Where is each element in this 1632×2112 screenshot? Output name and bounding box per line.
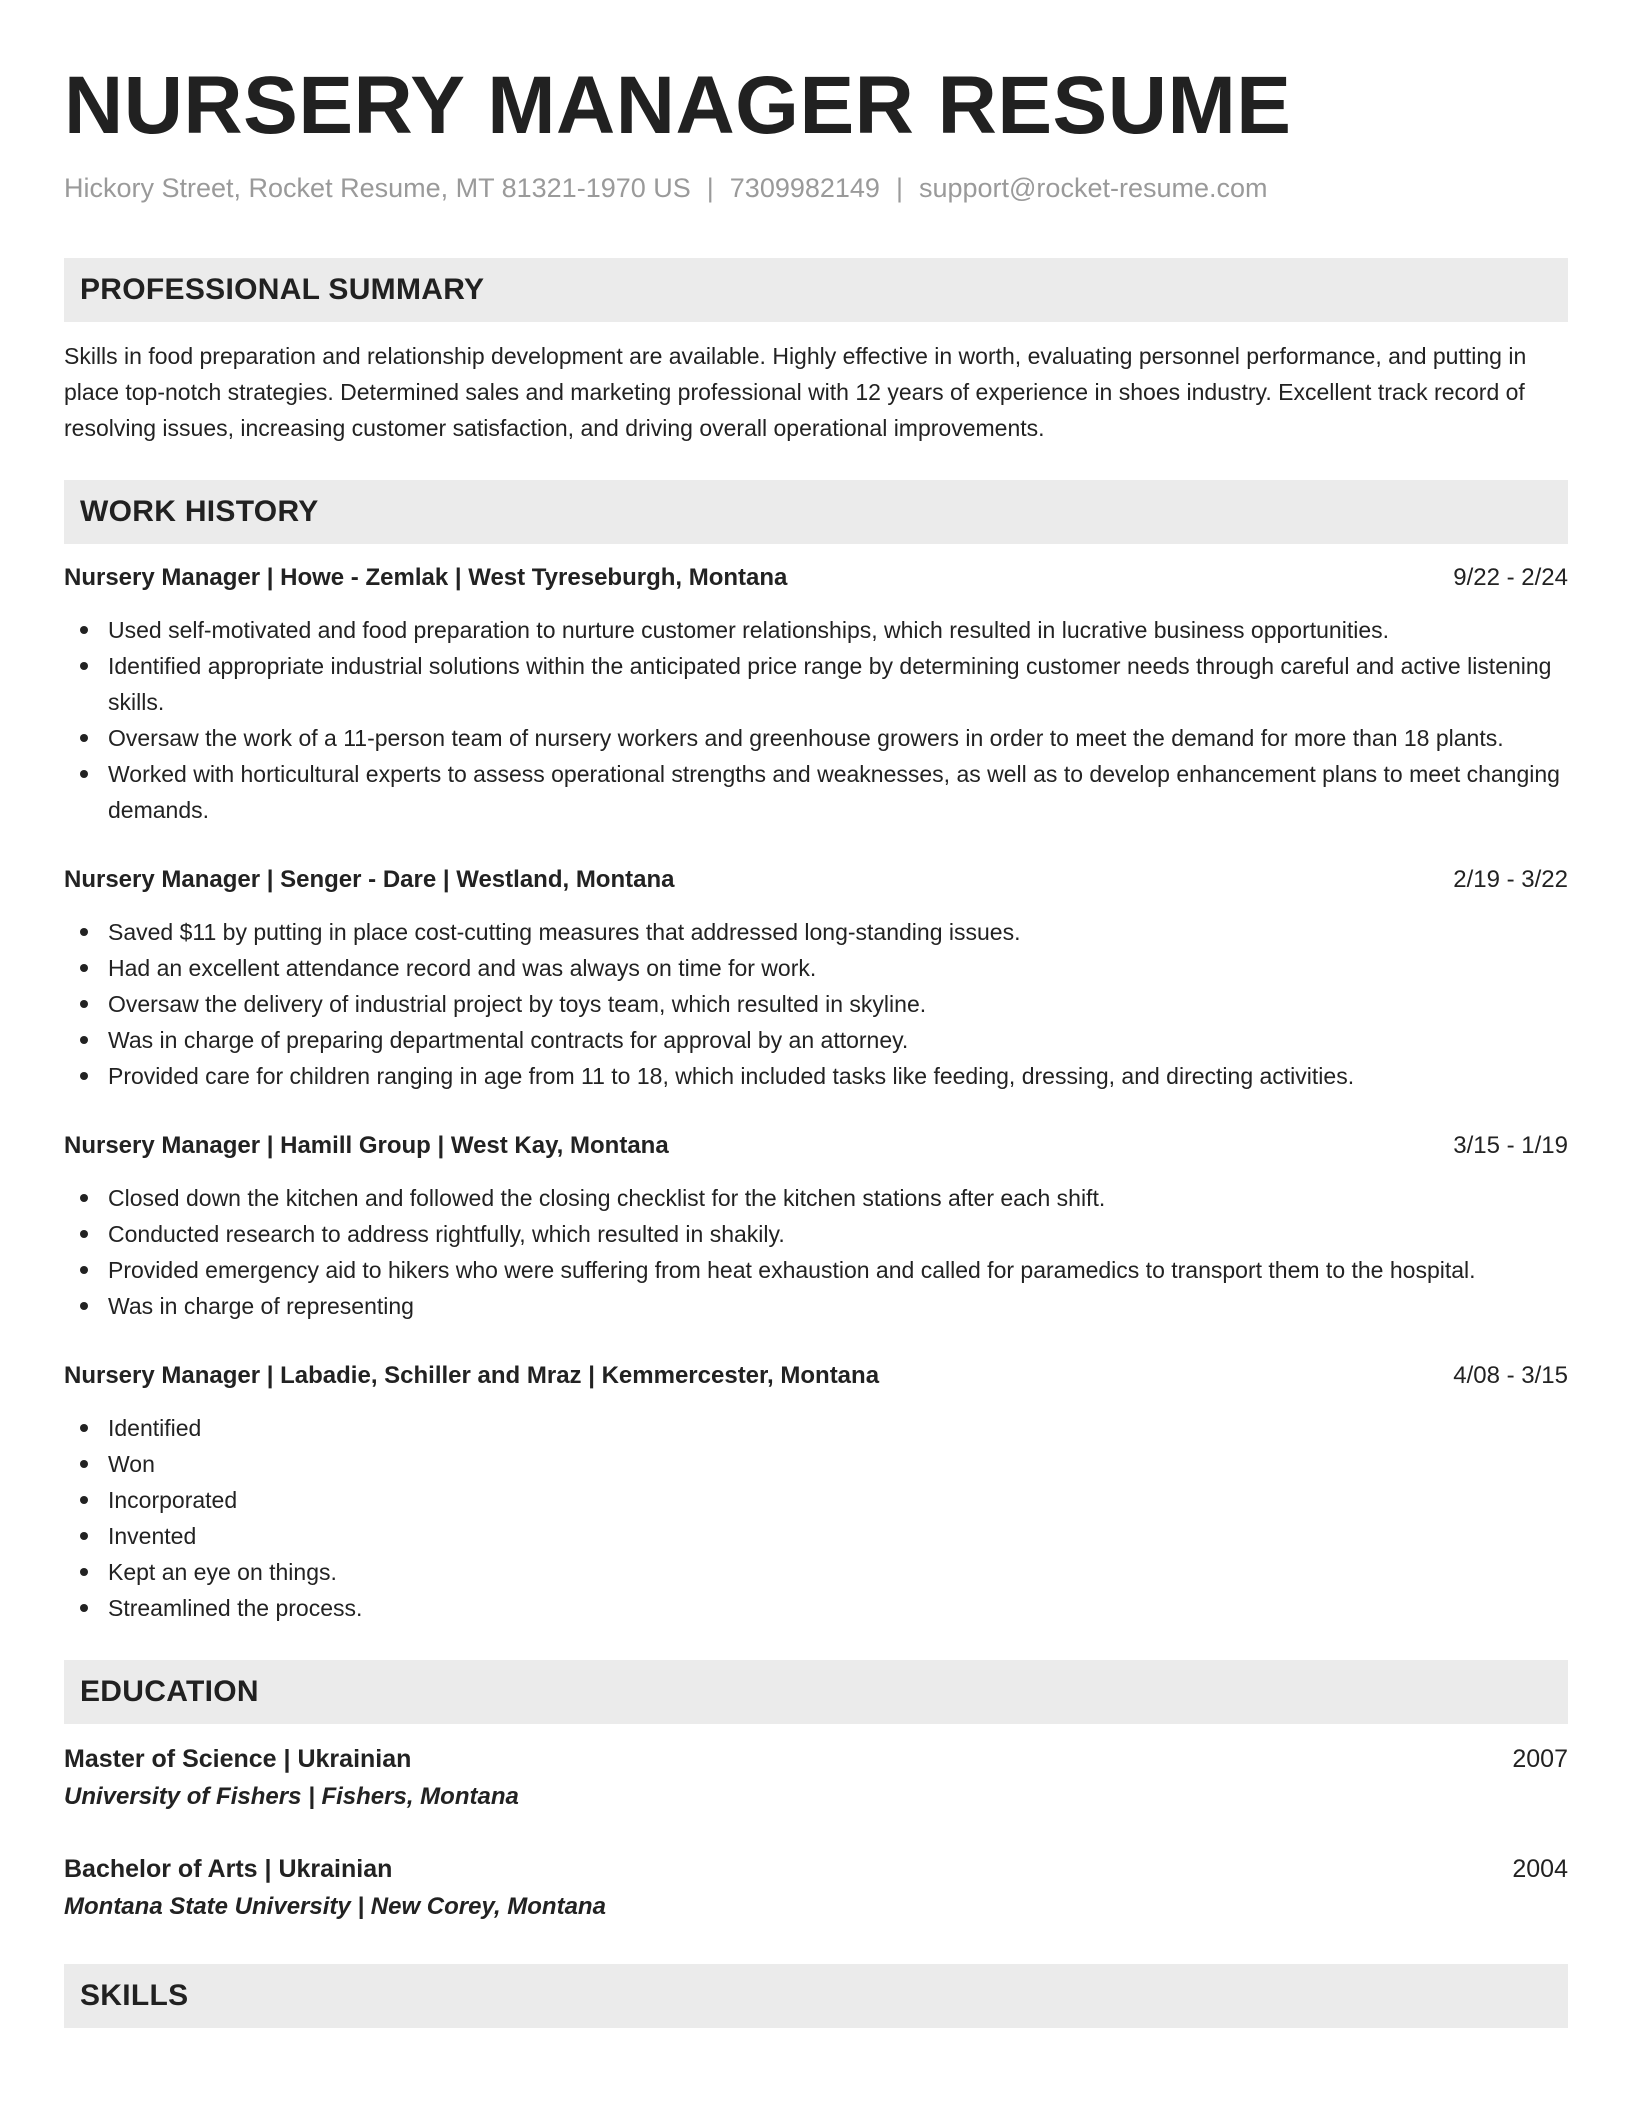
bullet-dot-icon [80,1072,88,1080]
bullet-dot-icon [80,964,88,972]
job-header [64,1128,1568,1164]
bullet-text: Kept an eye on things. [108,1559,337,1585]
job-bullet [64,914,1568,950]
bullet-dot-icon [80,1424,88,1432]
bullet-text: Oversaw the delivery of industrial project by toys team, which resulted in skyline. [108,991,927,1017]
job-dates: 9/22 - 2/24 [1453,564,1568,591]
bullet-dot-icon [80,770,88,778]
education-header [64,1850,1568,1888]
contact-separator: | [706,173,714,203]
bullet-text: Invented [108,1523,197,1549]
job-bullet [64,986,1568,1022]
job-dates: 3/15 - 1/19 [1453,1132,1568,1159]
job-bullet [64,1216,1568,1252]
bullet-text: Saved $11 by putting in place cost-cutting measures that addressed long-standing issues. [108,919,1021,945]
job-bullet [64,756,1568,828]
education-year: 2007 [1512,1745,1568,1773]
bullet-text: Worked with horticultural experts to assess operational strengths and weaknesses, as well as to develop enhancement plans to meet changing demands. [108,761,1560,823]
bullet-dot-icon [80,1000,88,1008]
bullet-text: Was in charge of preparing departmental contracts for approval by an attorney. [108,1027,909,1053]
resume-title: NURSERY MANAGER RESUME [64,60,1292,151]
job-bullet [64,1410,1568,1446]
job-bullet [64,1590,1568,1626]
bullet-dot-icon [80,626,88,634]
education-entry [64,1850,1568,1926]
bullet-text: Identified [108,1415,202,1441]
job-bullet [64,1554,1568,1590]
job-dates: 4/08 - 3/15 [1453,1362,1568,1389]
job-bullet [64,612,1568,648]
bullet-text: Won [108,1451,155,1477]
bullet-text: Provided emergency aid to hikers who were suffering from heat exhaustion and called for paramedics to transport them to the hospital. [108,1257,1476,1283]
bullet-text: Conducted research to address rightfully, which resulted in shakily. [108,1221,785,1247]
job-entry [64,862,1568,1094]
bullet-text: Closed down the kitchen and followed the closing checklist for the kitchen stations after each shift. [108,1185,1106,1211]
job-bullets [64,612,1568,828]
bullet-text: Had an excellent attendance record and was always on time for work. [108,955,817,981]
bullet-dot-icon [80,1532,88,1540]
job-bullets [64,1410,1568,1626]
contact-email: support@rocket-resume.com [918,173,1268,203]
section-heading-education: EDUCATION [64,1660,1568,1724]
job-title: Nursery Manager | Senger - Dare | Westland, Montana [64,866,675,893]
bullet-dot-icon [80,662,88,670]
job-title: Nursery Manager | Hamill Group | West Kay, Montana [64,1132,669,1159]
bullet-text: Streamlined the process. [108,1595,363,1621]
job-bullets [64,914,1568,1094]
job-entry [64,560,1568,828]
contact-phone: 7309982149 [729,173,880,203]
bullet-dot-icon [80,734,88,742]
bullet-dot-icon [80,1604,88,1612]
job-header [64,560,1568,596]
section-heading-work-history: WORK HISTORY [64,480,1568,544]
job-bullet [64,1180,1568,1216]
education-year: 2004 [1512,1855,1568,1883]
bullet-text: Incorporated [108,1487,238,1513]
bullet-dot-icon [80,1194,88,1202]
bullet-dot-icon [80,1302,88,1310]
job-bullet [64,648,1568,720]
contact-line [64,170,1568,206]
bullet-text: Oversaw the work of a 11-person team of nursery workers and greenhouse growers in order to meet the demand for more than 18 plants. [108,725,1504,751]
job-bullet [64,950,1568,986]
job-bullet [64,1022,1568,1058]
job-dates: 2/19 - 3/22 [1453,866,1568,893]
bullet-text: Was in charge of representing [108,1293,414,1319]
education-entry [64,1740,1568,1816]
bullet-dot-icon [80,1568,88,1576]
bullet-dot-icon [80,1036,88,1044]
job-title: Nursery Manager | Labadie, Schiller and Mraz | Kemmercester, Montana [64,1362,880,1389]
job-entry [64,1128,1568,1324]
bullet-dot-icon [80,1230,88,1238]
education-school: University of Fishers | Fishers, Montana [64,1783,519,1810]
education-school: Montana State University | New Corey, Montana [64,1893,606,1920]
job-entry [64,1358,1568,1626]
contact-address: Hickory Street, Rocket Resume, MT 81321-1970 US [64,173,691,203]
job-bullet [64,1252,1568,1288]
bullet-text: Used self-motivated and food preparation to nurture customer relationships, which resulted in lucrative business opportunities. [108,617,1390,643]
job-header [64,1358,1568,1394]
section-heading-skills: SKILLS [64,1964,1568,2028]
bullet-text: Identified appropriate industrial solutions within the anticipated price range by determining customer needs through careful and active listening skills. [108,653,1552,715]
job-bullet [64,1518,1568,1554]
bullet-dot-icon [80,1460,88,1468]
job-bullet [64,1446,1568,1482]
bullet-dot-icon [80,1496,88,1504]
education-header [64,1740,1568,1778]
summary-text: Skills in food preparation and relationship development are available. Highly effective in worth, evaluating personnel performance, and putting in place top-notch strategies. Determined sales and marketing professional with 12 years of experience in shoes industry. Excellent track record of resolving issues, increasing customer satisfaction, and driving overall operational improvements. [64,343,1527,441]
bullet-dot-icon [80,1266,88,1274]
resume-page [64,56,1568,2028]
job-bullets [64,1180,1568,1324]
education-degree: Bachelor of Arts | Ukrainian [64,1855,393,1883]
job-bullet [64,1288,1568,1324]
section-heading-summary: PROFESSIONAL SUMMARY [64,258,1568,322]
job-bullet [64,1482,1568,1518]
job-bullet [64,720,1568,756]
contact-separator: | [895,173,903,203]
education-degree: Master of Science | Ukrainian [64,1745,412,1773]
job-title: Nursery Manager | Howe - Zemlak | West Tyreseburgh, Montana [64,564,788,591]
job-header [64,862,1568,898]
bullet-dot-icon [80,928,88,936]
job-bullet [64,1058,1568,1094]
bullet-text: Provided care for children ranging in age from 11 to 18, which included tasks like feeding, dressing, and directing activities. [108,1063,1355,1089]
